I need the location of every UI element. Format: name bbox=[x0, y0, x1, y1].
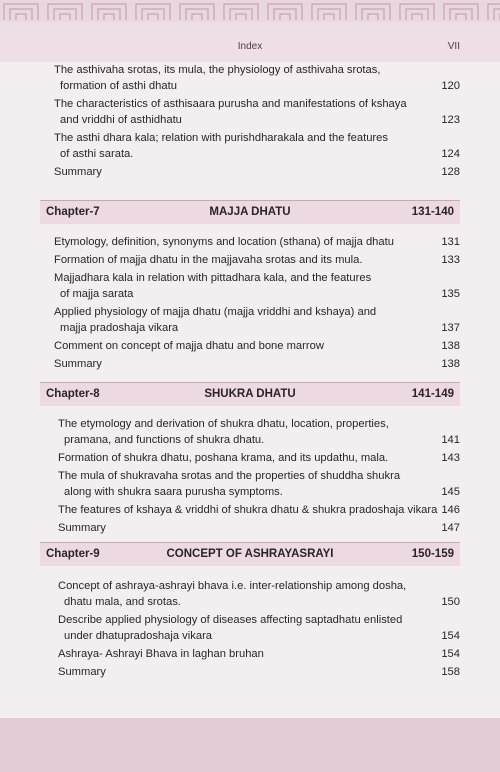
toc-entry[interactable] bbox=[0, 338, 500, 354]
entry-text: Summary bbox=[54, 358, 102, 370]
entry-page-number: 138 bbox=[441, 358, 460, 370]
entry-text: The asthivaha srotas, its mula, the physiology of asthivaha srotas, bbox=[54, 64, 381, 76]
entry-page-number: 145 bbox=[441, 486, 460, 498]
toc-entry[interactable] bbox=[0, 468, 500, 500]
border-key-motif bbox=[4, 4, 38, 20]
toc-entry[interactable] bbox=[0, 130, 500, 162]
toc-entry[interactable] bbox=[0, 164, 500, 180]
entry-page-number: 131 bbox=[441, 236, 460, 248]
border-key-motif bbox=[356, 4, 390, 20]
page-header bbox=[0, 22, 500, 62]
entry-text: The asthi dhara kala; relation with purishdharakala and the features bbox=[54, 132, 388, 144]
toc-entry[interactable] bbox=[0, 234, 500, 250]
chapter-band bbox=[40, 200, 460, 224]
entry-text-continued: along with shukra saara purusha symptoms. bbox=[64, 486, 283, 498]
entry-text-continued: of asthi sarata. bbox=[60, 148, 134, 160]
toc-entry[interactable] bbox=[0, 664, 500, 680]
entry-page-number: 141 bbox=[441, 434, 460, 446]
toc-section bbox=[0, 200, 500, 374]
entry-page-number: 147 bbox=[441, 522, 460, 534]
toc-entry[interactable] bbox=[0, 416, 500, 448]
chapter-title: MAJJA DHATU bbox=[209, 206, 291, 218]
toc-entry[interactable] bbox=[0, 646, 500, 662]
entry-text-continued: pramana, and functions of shukra dhatu. bbox=[64, 434, 265, 446]
entry-text: The mula of shukravaha srotas and the properties of shuddha shukra bbox=[58, 470, 401, 482]
border-key-motif bbox=[224, 4, 258, 20]
page-footer bbox=[0, 718, 500, 772]
chapter-page-range: 150-159 bbox=[411, 548, 454, 560]
entry-text-continued: under dhatupradoshaja vikara bbox=[64, 630, 213, 642]
toc-entry[interactable] bbox=[0, 502, 500, 518]
chapter-number: Chapter-9 bbox=[46, 548, 100, 560]
entry-text: Concept of ashraya-ashrayi bhava i.e. inter-relationship among dosha, bbox=[58, 580, 407, 592]
toc-entry[interactable] bbox=[0, 450, 500, 466]
toc-entry[interactable] bbox=[0, 612, 500, 644]
border-key-motif bbox=[136, 4, 170, 20]
toc-entry[interactable] bbox=[0, 304, 500, 336]
entry-text: Formation of majja dhatu in the majjavaha srotas and its mula. bbox=[54, 254, 363, 266]
toc-entry[interactable] bbox=[0, 270, 500, 302]
border-key-motif bbox=[92, 4, 126, 20]
entry-text: Etymology, definition, synonyms and location (sthana) of majja dhatu bbox=[54, 236, 394, 248]
entry-text: Majjadhara kala in relation with pittadhara kala, and the features bbox=[54, 272, 372, 284]
entry-text: The characteristics of asthisaara purusha and manifestations of kshaya bbox=[54, 98, 407, 110]
border-key-motif bbox=[444, 4, 478, 20]
toc-section bbox=[0, 62, 500, 182]
entry-page-number: 137 bbox=[441, 322, 460, 334]
toc-entry[interactable] bbox=[0, 96, 500, 128]
chapter-title: SHUKRA DHATU bbox=[204, 388, 296, 400]
chapter-number: Chapter-7 bbox=[46, 206, 100, 218]
toc-entry[interactable] bbox=[0, 356, 500, 372]
chapter-number: Chapter-8 bbox=[46, 388, 100, 400]
toc-entry[interactable] bbox=[0, 578, 500, 610]
border-key-motif bbox=[488, 4, 500, 20]
entry-text: Summary bbox=[54, 166, 102, 178]
entry-text-continued: majja pradoshaja vikara bbox=[60, 322, 179, 334]
entry-page-number: 120 bbox=[441, 80, 460, 92]
entry-text-continued: and vriddhi of asthidhatu bbox=[60, 114, 182, 126]
entry-text-continued: dhatu mala, and srotas. bbox=[64, 596, 181, 608]
entry-text: The features of kshaya & vriddhi of shukra dhatu & shukra pradoshaja vikara bbox=[58, 504, 438, 516]
chapter-band bbox=[40, 382, 460, 406]
entry-page-number: 154 bbox=[441, 630, 460, 642]
toc-entry[interactable] bbox=[0, 252, 500, 268]
chapter-page-range: 131-140 bbox=[411, 206, 454, 218]
entry-page-number: 150 bbox=[441, 596, 460, 608]
toc-section bbox=[0, 542, 500, 682]
entry-page-number: 123 bbox=[441, 114, 460, 126]
entry-text: Summary bbox=[58, 522, 106, 534]
greek-key-pattern bbox=[0, 0, 500, 22]
page-number: VII bbox=[447, 41, 460, 52]
toc-entry[interactable] bbox=[0, 520, 500, 536]
entry-page-number: 124 bbox=[441, 148, 460, 160]
entry-page-number: 138 bbox=[441, 340, 460, 352]
entry-page-number: 135 bbox=[441, 288, 460, 300]
entry-text: Summary bbox=[58, 666, 106, 678]
chapter-band bbox=[40, 542, 460, 566]
entry-page-number: 133 bbox=[441, 254, 460, 266]
border-key-motif bbox=[268, 4, 302, 20]
chapter-title: CONCEPT OF ASHRAYASRAYI bbox=[166, 548, 334, 560]
entry-page-number: 146 bbox=[441, 504, 460, 516]
entry-page-number: 158 bbox=[441, 666, 460, 678]
chapter-page-range: 141-149 bbox=[411, 388, 454, 400]
entry-text: Comment on concept of majja dhatu and bone marrow bbox=[54, 340, 324, 352]
decorative-border bbox=[0, 0, 500, 23]
border-key-motif bbox=[400, 4, 434, 20]
entry-page-number: 143 bbox=[441, 452, 460, 464]
border-key-motif bbox=[312, 4, 346, 20]
entry-text: Applied physiology of majja dhatu (majja vriddhi and kshaya) and bbox=[54, 306, 377, 318]
toc-entry[interactable] bbox=[0, 62, 500, 94]
entry-text: Describe applied physiology of diseases affecting saptadhatu enlisted bbox=[58, 614, 403, 626]
entry-text: Formation of shukra dhatu, poshana krama, and its updathu, mala. bbox=[58, 452, 389, 464]
border-key-motif bbox=[180, 4, 214, 20]
header-title: Index bbox=[237, 41, 263, 52]
toc-section bbox=[0, 382, 500, 538]
entry-page-number: 154 bbox=[441, 648, 460, 660]
entry-text-continued: formation of asthi dhatu bbox=[60, 80, 177, 92]
entry-text-continued: of majja sarata bbox=[60, 288, 134, 300]
entry-page-number: 128 bbox=[441, 166, 460, 178]
entry-text: Ashraya- Ashrayi Bhava in laghan bruhan bbox=[58, 648, 264, 660]
entry-text: The etymology and derivation of shukra dhatu, location, properties, bbox=[58, 418, 389, 430]
border-key-motif bbox=[48, 4, 82, 20]
